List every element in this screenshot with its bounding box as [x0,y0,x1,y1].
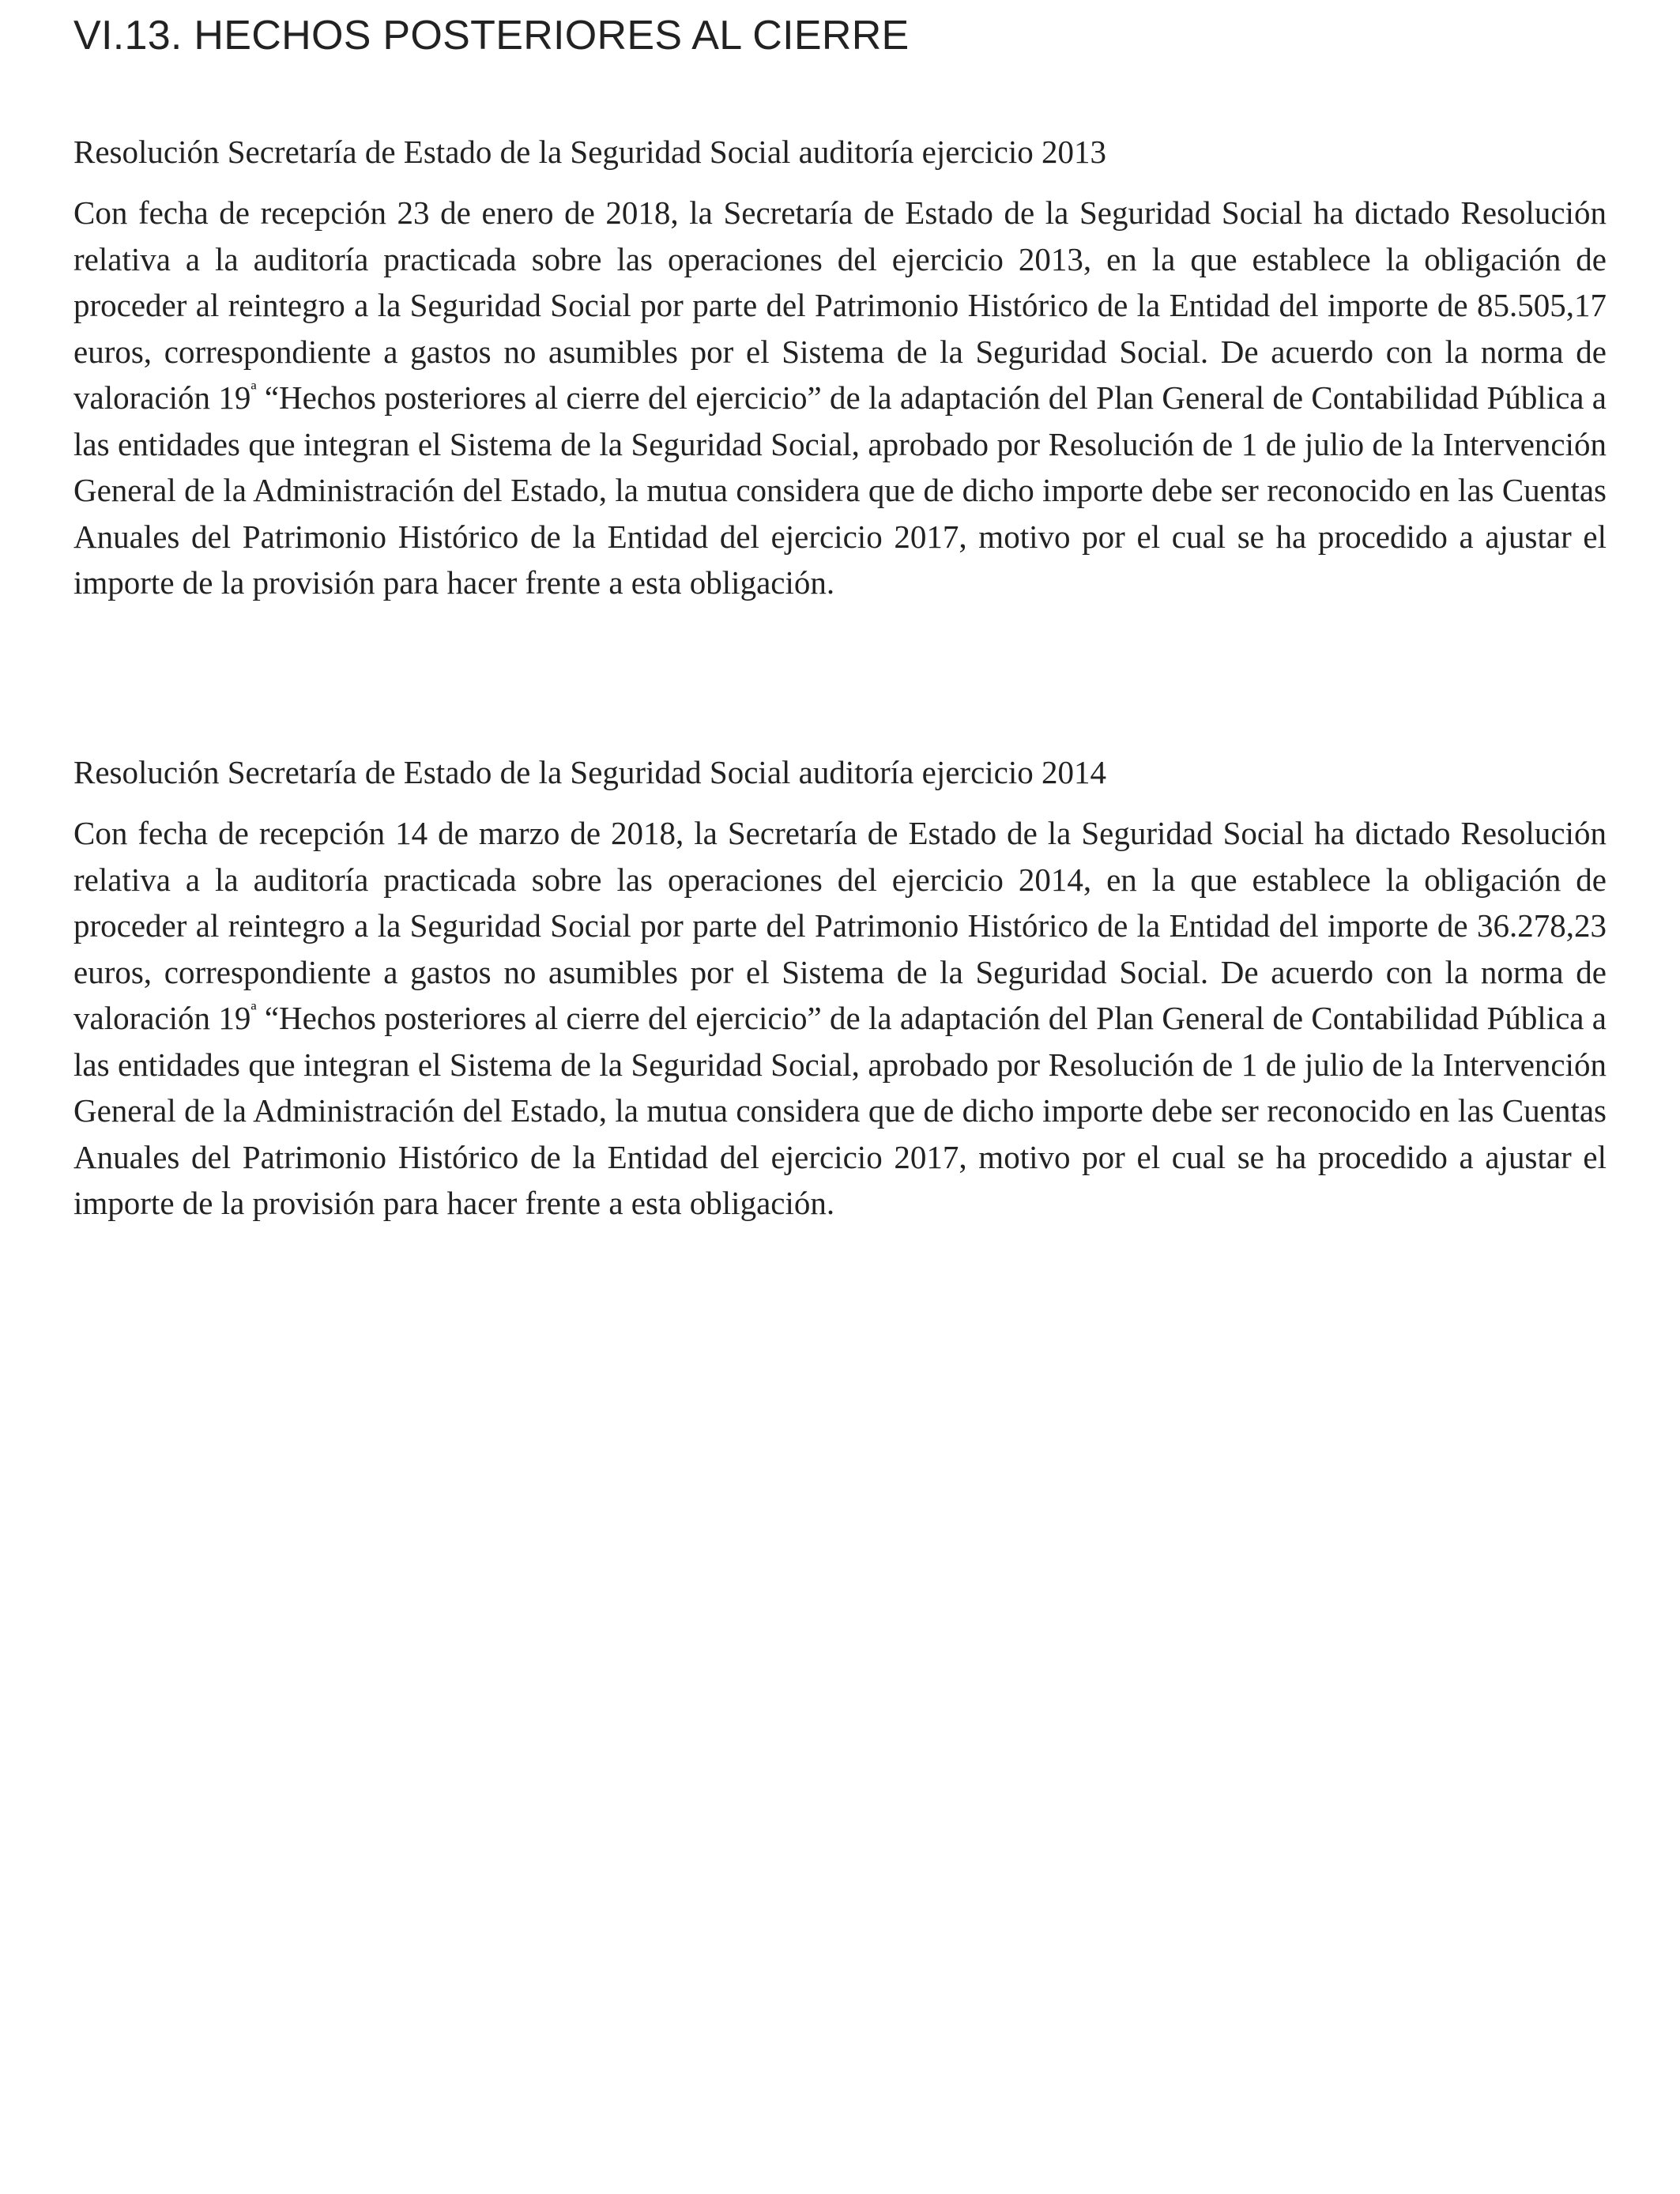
page-title: VI.13. HECHOS POSTERIORES AL CIERRE [73,13,910,58]
section-heading: Resolución Secretaría de Estado de la Seguridad Social auditoría ejercicio 2014 [73,754,1106,790]
section-paragraph [73,190,1607,606]
paragraph-text-start: Con fecha de recepción 23 de enero de 2018, la Secretaría de Estado de la Seguridad Social ha dictado Resolución relativa a la auditoría practicada sobre las operaciones del ejercicio 2013, en la que establece la obligación de proceder al reintegro a la Seguridad Social por parte del Patrimonio Histórico de la Entidad del importe de 85.505,17 euros, correspondiente a gastos no asumibles por el Sistema de la Seguridad Social. De acuerdo con la norma de valoración 19 [73,194,1607,416]
section-audit-2013 [73,126,1607,606]
ordinal-superscript: ª [250,379,257,402]
paragraph-text-end: “Hechos posteriores al cierre del ejercicio” de la adaptación del Plan General de Contabilidad Pública a las entidades que integran el Sistema de la Seguridad Social, aprobado por Resolución de 1 de julio de la Intervención General de la Administración del Estado, la mutua considera que de dicho importe debe ser reconocido en las Cuentas Anuales del Patrimonio Histórico de la Entidad del ejercicio 2017, motivo por el cual se ha procedido a ajustar el importe de la provisión para hacer frente a esta obligación. [73,1000,1607,1221]
ordinal-superscript: ª [250,999,257,1023]
paragraph-text-end: “Hechos posteriores al cierre del ejercicio” de la adaptación del Plan General de Contabilidad Pública a las entidades que integran el Sistema de la Seguridad Social, aprobado por Resolución de 1 de julio de la Intervención General de la Administración del Estado, la mutua considera que de dicho importe debe ser reconocido en las Cuentas Anuales del Patrimonio Histórico de la Entidad del ejercicio 2017, motivo por el cual se ha procedido a ajustar el importe de la provisión para hacer frente a esta obligación. [73,379,1607,601]
paragraph-text-start: Con fecha de recepción 14 de marzo de 2018, la Secretaría de Estado de la Seguridad Social ha dictado Resolución relativa a la auditoría practicada sobre las operaciones del ejercicio 2014, en la que establece la obligación de proceder al reintegro a la Seguridad Social por parte del Patrimonio Histórico de la Entidad del importe de 36.278,23 euros, correspondiente a gastos no asumibles por el Sistema de la Seguridad Social. De acuerdo con la norma de valoración 19 [73,815,1607,1036]
section-audit-2014 [73,747,1607,1227]
section-heading: Resolución Secretaría de Estado de la Seguridad Social auditoría ejercicio 2013 [73,134,1106,170]
section-paragraph [73,810,1607,1227]
